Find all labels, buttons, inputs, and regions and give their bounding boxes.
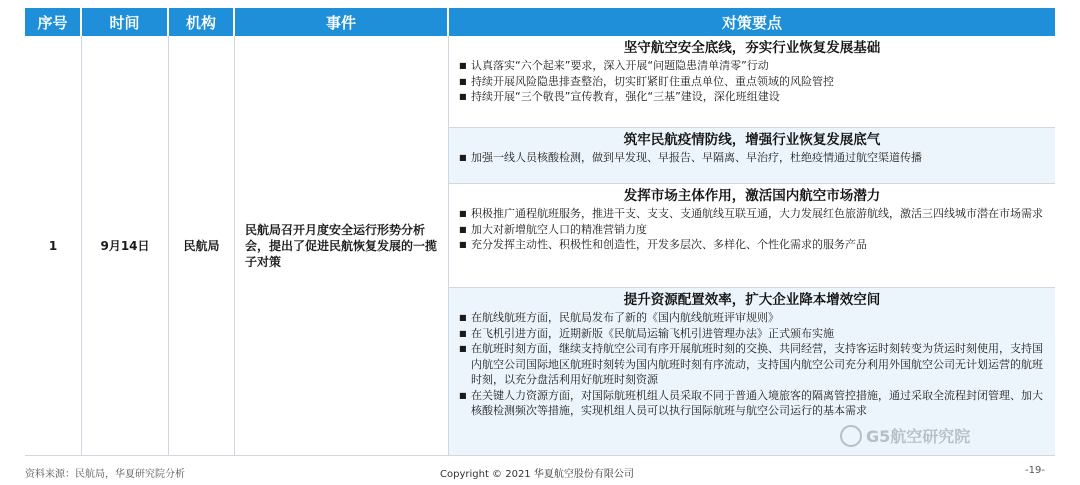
square-bullet-icon: ■ [459, 76, 467, 86]
list-item: ■ 持续开展“三个敬畏”宣传教育，强化“三基”建设，深化班组建设 [459, 90, 780, 103]
list-item: ■ 加强一线人员核酸检测，做到早发现、早报告、早隔离、早治疗，杜绝疫情通过航空渠道传播 [459, 151, 922, 164]
block-title: 提升资源配置效率，扩大企业降本增效空间 [623, 292, 881, 308]
header-index: 序号 [25, 8, 82, 36]
header-measures: 对策要点 [721, 13, 782, 32]
list-item: ■ 在航班时刻方面，继续支持航空公司有序开展航班时刻的交换、共同经营，支持客运时刻转变为货运时刻使用，支持国内航空公司国际地区航班时刻转为国内航班时刻有序流动，支持国内航空公司充分利用外国航空公司无计划运营的航班时刻，以充分盘活利用好航班时刻资源 [459, 342, 1043, 386]
square-bullet-icon: ■ [459, 328, 467, 338]
list-item: ■ 充分发挥主动性、积极性和创造性，开发多层次、多样化、个性化需求的服务产品 [459, 238, 867, 251]
table-header [25, 8, 1055, 36]
list-item: ■ 加大对新增航空人口的精准营销力度 [459, 222, 647, 236]
list-item: ■ 在飞机引进方面，近期新版《民航局运输飞机引进管理办法》正式颁布实施 [459, 326, 834, 340]
block-title: 坚守航空安全底线，夯实行业恢复发展基础 [623, 40, 881, 56]
square-bullet-icon: ■ [459, 313, 467, 322]
measures-table [25, 8, 1055, 456]
block-title: 发挥市场主体作用，激活国内航空市场潜力 [623, 188, 881, 204]
square-bullet-icon: ■ [459, 209, 467, 218]
wechat-logo-icon [840, 425, 862, 447]
table-row [25, 36, 1055, 456]
list-item: ■ 持续开展风险隐患排查整治，切实盯紧盯住重点单位、重点领域的风险管控 [459, 74, 834, 88]
header-date: 时间 [82, 8, 169, 36]
square-bullet-icon: ■ [459, 390, 467, 400]
row-date: 9月14日 [82, 36, 169, 456]
measures-column [449, 36, 1055, 456]
square-bullet-icon: ■ [459, 344, 467, 353]
watermark-text: G5航空研究院 [866, 427, 971, 446]
copyright: Copyright © 2021 华夏航空股份有限公司 [440, 469, 634, 480]
header-org: 机构 [169, 8, 235, 36]
row-org: 民航局 [169, 36, 235, 456]
measure-block-epidemic [449, 128, 1055, 184]
header-event: 事件 [235, 8, 449, 36]
row-event: 民航局召开月度安全运行形势分析会，提出了促进民航恢复发展的一揽子对策 [235, 36, 449, 456]
square-bullet-icon: ■ [459, 92, 467, 101]
square-bullet-icon: ■ [459, 61, 467, 70]
square-bullet-icon: ■ [459, 240, 467, 249]
list-item: ■ 在航线航班方面，民航局发布了新的《国内航线航班评审规则》 [459, 311, 779, 324]
list-item: ■ 积极推广通程航班服务，推进干支、支支、支通航线互联互通，大力发展红色旅游航线，激活三四线城市潜在市场需求 [459, 207, 1043, 220]
measure-block-market [449, 184, 1055, 288]
block-title: 筑牢民航疫情防线，增强行业恢复发展底气 [623, 132, 881, 148]
square-bullet-icon: ■ [459, 224, 467, 234]
list-item: ■ 认真落实“六个起来”要求，深入开展“问题隐患清单清零”行动 [459, 59, 769, 72]
row-index: 1 [25, 36, 82, 456]
watermark [840, 424, 970, 447]
source-note: 资料来源：民航局，华夏研究院分析 [25, 469, 185, 480]
square-bullet-icon: ■ [459, 153, 467, 162]
page-number: -19- [1025, 465, 1045, 476]
measure-block-safety [449, 36, 1055, 128]
list-item: ■ 在关键人力资源方面，对国际航班机组人员采取不同于普通入境旅客的隔离管控措施，通过采取全流程封闭管理、加大核酸检测频次等措施，实现机组人员可以执行国际航班与航空公司运行的基本需求 [459, 388, 1043, 417]
